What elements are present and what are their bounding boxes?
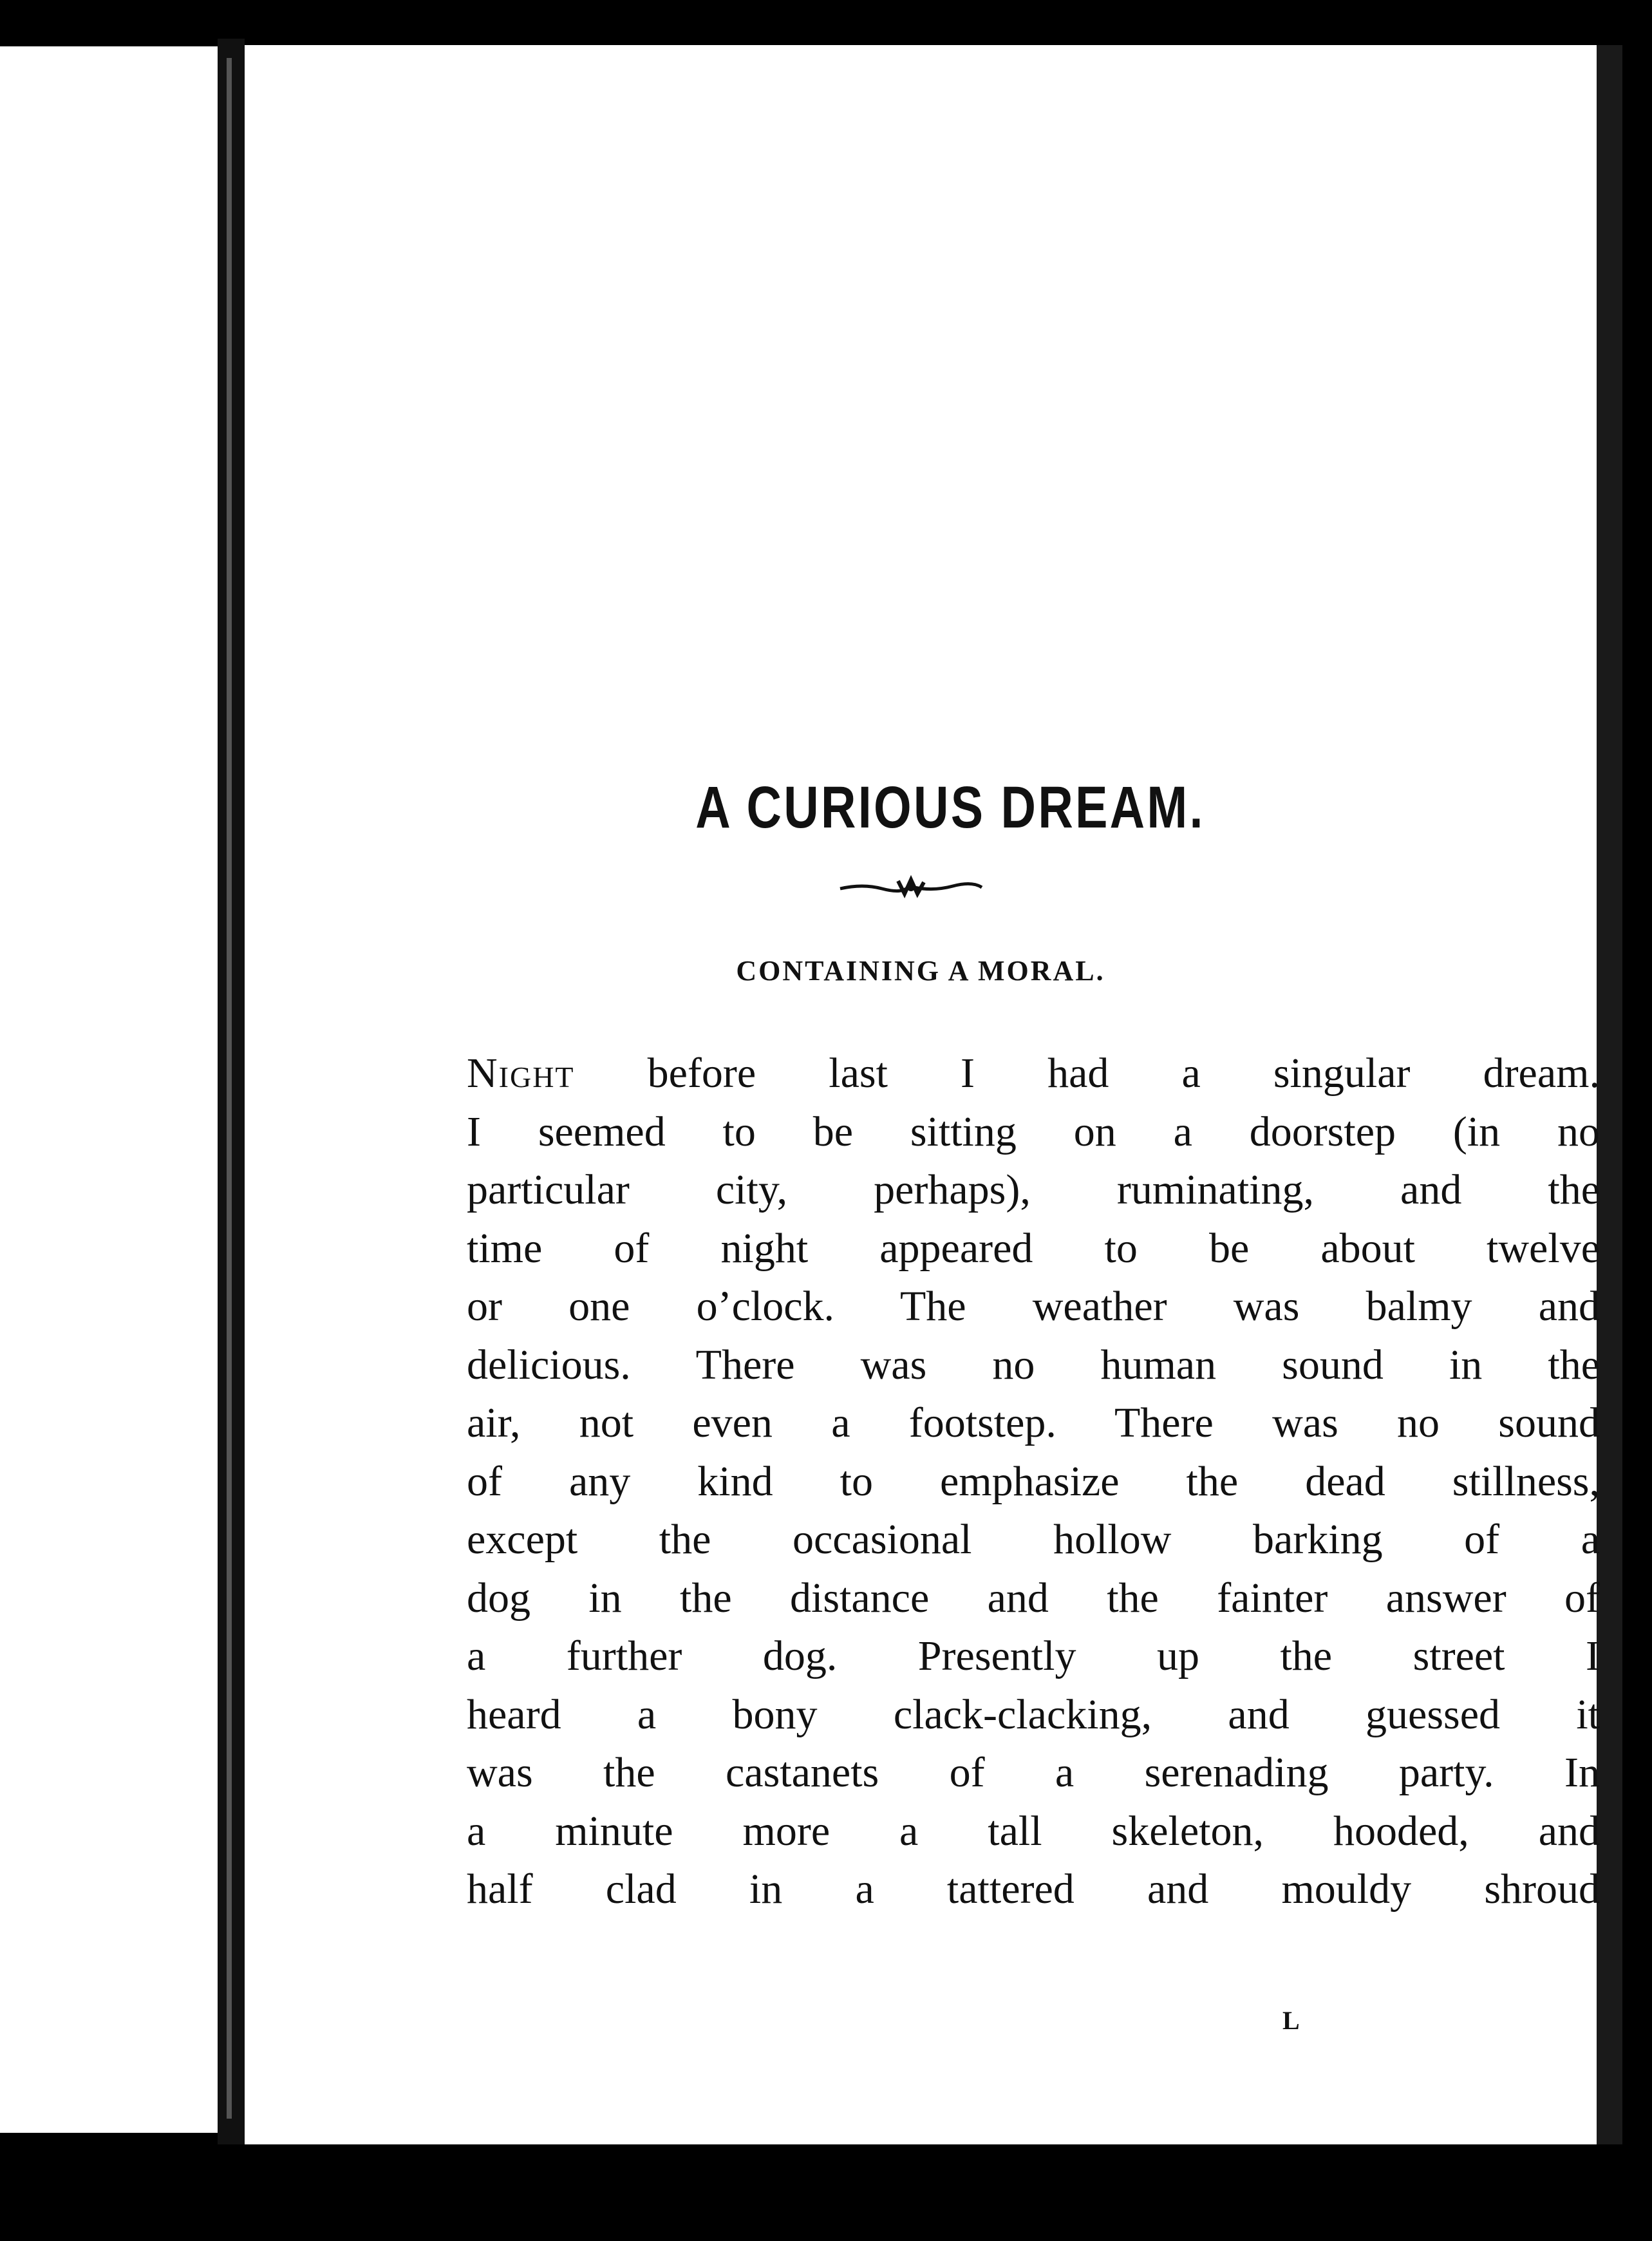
text-line: was the castanets of a serenading party. In — [467, 1749, 1600, 1796]
text-line: a further dog. Presently up the street I — [467, 1632, 1600, 1679]
text-line: except the occasional hollow barking of a — [467, 1516, 1600, 1563]
text-line: I seemed to be sitting on a doorstep (in no — [467, 1108, 1600, 1155]
text-line: air, not even a footstep. There was no sound — [467, 1399, 1600, 1446]
text-line: half clad in a tattered and mouldy shroud — [467, 1866, 1600, 1913]
ornament-divider-icon — [837, 875, 985, 900]
text-line: of any kind to emphasize the dead stillness, — [467, 1457, 1600, 1505]
chapter-subtitle: CONTAINING A MORAL. — [736, 955, 1105, 987]
body-paragraph — [467, 1045, 1600, 1919]
text-line: a minute more a tall skeleton, hooded, and — [467, 1807, 1600, 1855]
drop-word: Night — [467, 1050, 575, 1097]
text-line: dog in the distance and the fainter answer of — [467, 1574, 1600, 1622]
text-line: heard a bony clack-clacking, and guessed it — [467, 1690, 1600, 1738]
first-line-rest: before last I had a singular dream. — [574, 1050, 1600, 1097]
text-line: or one o’clock. The weather was balmy and — [467, 1283, 1600, 1330]
text-line: time of night appeared to be about twelve — [467, 1224, 1600, 1272]
book-page — [245, 45, 1600, 2144]
chapter-title: A CURIOUS DREAM. — [695, 775, 1205, 840]
page-edge — [1597, 45, 1622, 2144]
signature-mark: L — [1282, 2006, 1300, 2035]
left-facing-page — [0, 46, 218, 2133]
text-line — [467, 1045, 1600, 1103]
text-line: delicious. There was no human sound in the — [467, 1341, 1600, 1388]
text-line: particular city, perhaps), ruminating, and the — [467, 1166, 1600, 1213]
gutter-shadow — [227, 58, 232, 2119]
